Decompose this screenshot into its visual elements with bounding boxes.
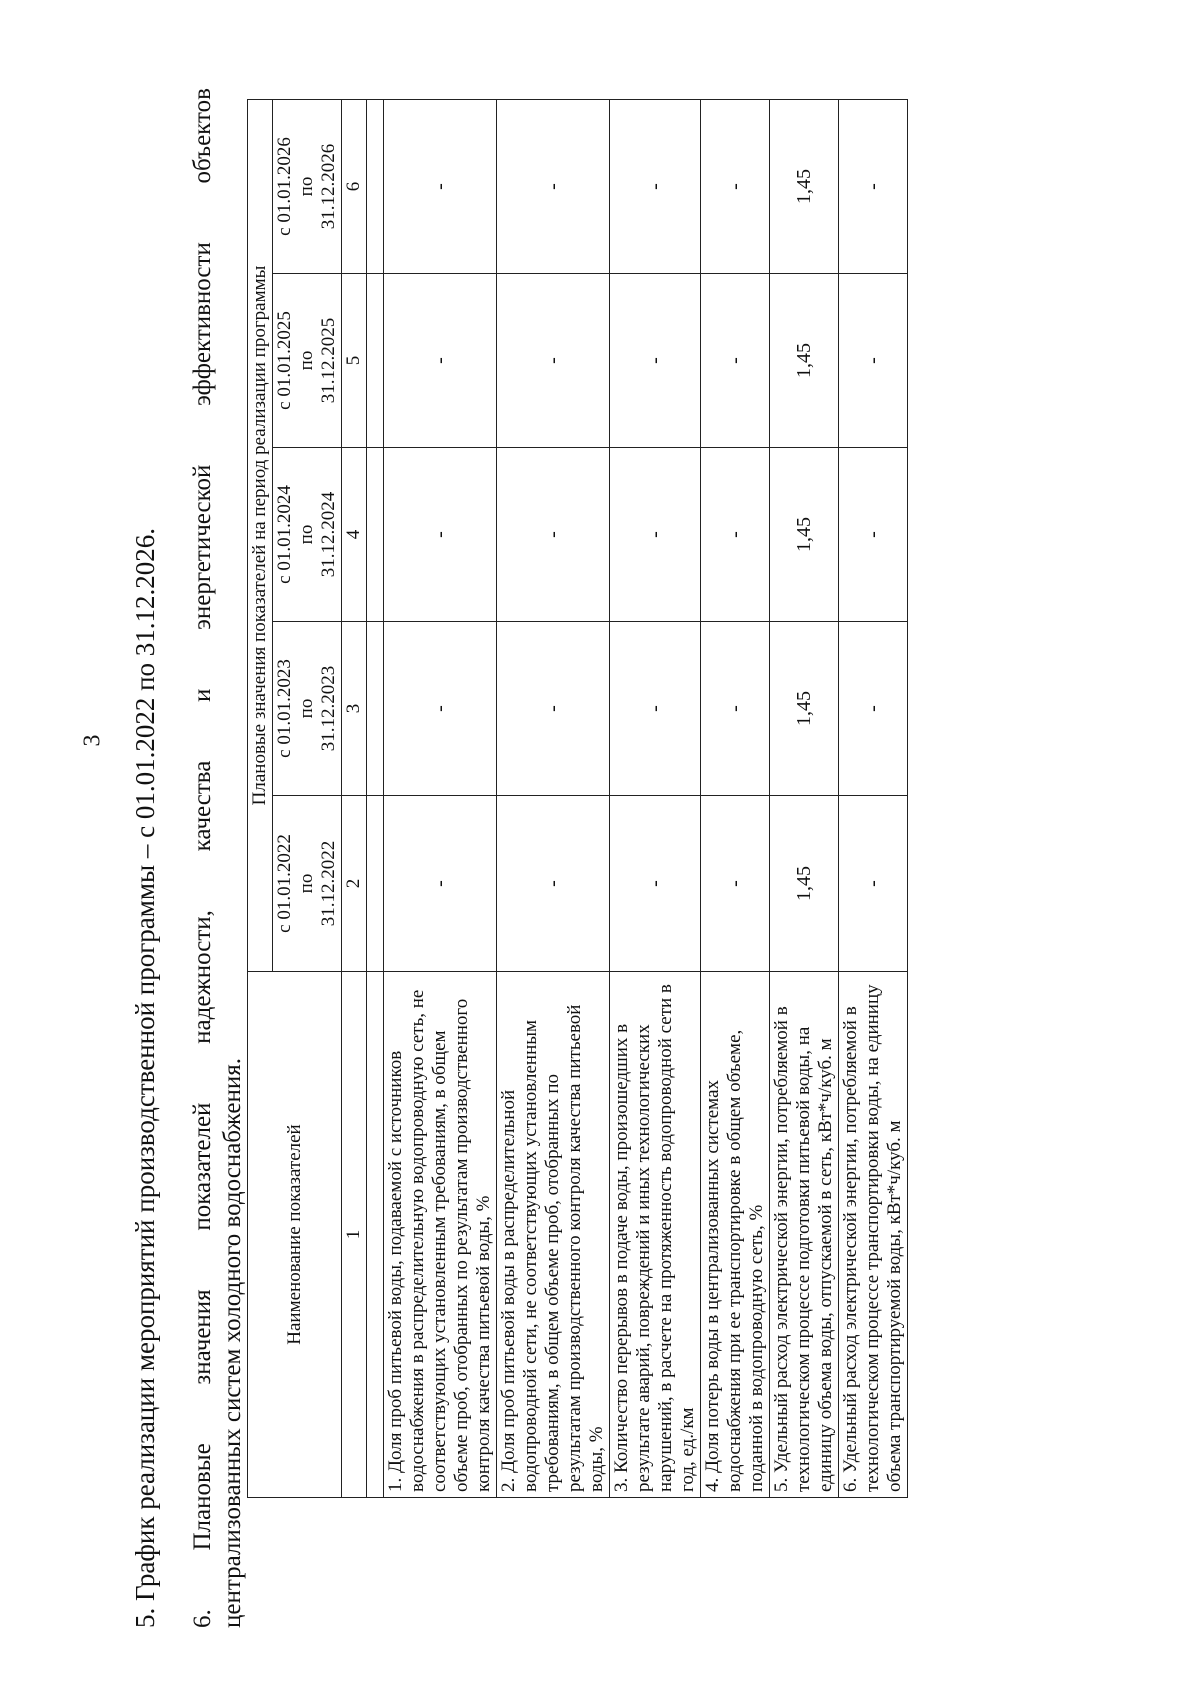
period-to: 31.12.2025 bbox=[318, 317, 339, 404]
indicator-value: - bbox=[497, 622, 610, 796]
indicator-value: - bbox=[384, 448, 497, 622]
period-to-word: по bbox=[296, 698, 317, 719]
section-6-word: энергетической bbox=[189, 464, 216, 630]
indicator-name: 1. Доля проб питьевой воды, подаваемой с источников водоснабжения в распределительную водопроводную сеть, не соответствующих установленным требованиям, в общем объеме проб, отобранных по результатам производственного контроля качества питьевой воды, % bbox=[384, 972, 497, 1498]
indicator-name: 4. Доля потерь воды в централизованных системах водоснабжения при ее транспортировке в общем объеме, поданной в водопроводную сеть, % bbox=[701, 972, 770, 1498]
header-period bbox=[273, 99, 342, 273]
section-6-word: Плановые bbox=[189, 1443, 216, 1551]
section-6-line-2: централизованных систем холодного водоснабжения. bbox=[219, 1058, 246, 1628]
column-number: 1 bbox=[342, 972, 367, 1498]
indicator-value: - bbox=[839, 274, 908, 448]
period-to: 31.12.2022 bbox=[318, 840, 339, 927]
indicator-value: - bbox=[839, 622, 908, 796]
indicator-value: - bbox=[497, 448, 610, 622]
column-number: 2 bbox=[342, 796, 367, 972]
header-period bbox=[273, 796, 342, 972]
indicator-value: - bbox=[839, 448, 908, 622]
indicator-value: - bbox=[497, 796, 610, 972]
period-to-word: по bbox=[296, 350, 317, 371]
table-row bbox=[701, 99, 770, 1497]
indicator-value: - bbox=[610, 622, 701, 796]
indicator-value: 1,45 bbox=[770, 796, 839, 972]
indicator-value: - bbox=[701, 448, 770, 622]
indicator-value: 1,45 bbox=[770, 448, 839, 622]
period-to: 31.12.2024 bbox=[318, 491, 339, 578]
indicator-value: 1,45 bbox=[770, 274, 839, 448]
table-row bbox=[610, 99, 701, 1497]
indicator-value: 1,45 bbox=[770, 622, 839, 796]
indicator-value: - bbox=[497, 274, 610, 448]
indicator-value: - bbox=[701, 274, 770, 448]
indicator-value: - bbox=[384, 274, 497, 448]
section-6-word: объектов bbox=[189, 88, 216, 184]
indicator-value: - bbox=[384, 796, 497, 972]
indicator-value: - bbox=[839, 796, 908, 972]
section-6-line-1 bbox=[188, 88, 218, 1628]
section-6-word: эффективности bbox=[189, 242, 216, 406]
indicator-name: 5. Удельный расход электрической энергии, потребляемой в технологическом процессе подготовки питьевой воды, на единицу объема воды, отпускаемой в сеть, кВт*ч/куб. м bbox=[770, 972, 839, 1498]
indicator-value: - bbox=[701, 796, 770, 972]
column-number: 3 bbox=[342, 622, 367, 796]
section-6-word: надежности, bbox=[189, 910, 216, 1044]
indicator-value: - bbox=[610, 448, 701, 622]
period-to: 31.12.2026 bbox=[318, 143, 339, 230]
section-6-word: показателей bbox=[189, 1102, 216, 1231]
period-from: с 01.01.2023 bbox=[274, 659, 295, 758]
header-planned-values: Плановые значения показателей на период реализации программы bbox=[248, 99, 273, 971]
indicator-value: - bbox=[497, 99, 610, 273]
column-number: 5 bbox=[342, 274, 367, 448]
period-from: с 01.01.2026 bbox=[274, 137, 295, 236]
header-period bbox=[273, 622, 342, 796]
period-to-word: по bbox=[296, 873, 317, 894]
indicator-value: - bbox=[610, 274, 701, 448]
indicator-value: - bbox=[839, 99, 908, 273]
section-6-word: и bbox=[189, 688, 216, 702]
section-6-word: качества bbox=[189, 760, 216, 852]
table-row bbox=[497, 99, 610, 1497]
column-number: 4 bbox=[342, 448, 367, 622]
section-6-heading bbox=[188, 88, 248, 1628]
table-header-row bbox=[248, 99, 273, 1497]
header-period bbox=[273, 274, 342, 448]
section-6-word: 6. bbox=[189, 1609, 216, 1628]
table-row bbox=[384, 99, 497, 1497]
indicator-value: - bbox=[384, 622, 497, 796]
page-number: 3 bbox=[79, 734, 106, 747]
column-number: 6 bbox=[342, 99, 367, 273]
indicator-value: 1,45 bbox=[770, 99, 839, 273]
period-from: с 01.01.2025 bbox=[274, 311, 295, 410]
table-gap-row bbox=[367, 99, 384, 1497]
indicator-name: 2. Доля проб питьевой воды в распределительной водопроводной сети, не соответствующих установленным требованиям, в общем объеме проб, отобранных по результатам производственного контроля качества питьевой воды, % bbox=[497, 972, 610, 1498]
table-column-number-row bbox=[342, 99, 367, 1497]
period-from: с 01.01.2024 bbox=[274, 485, 295, 584]
indicator-value: - bbox=[610, 796, 701, 972]
indicator-name: 6. Удельный расход электрической энергии, потребляемой в технологическом процессе транспортировки воды, на единицу объема транспортируемой воды, кВт*ч/куб. м bbox=[839, 972, 908, 1498]
period-to-word: по bbox=[296, 176, 317, 197]
indicator-name: 3. Количество перерывов в подаче воды, произошедших в результате аварий, повреждений и иных технологических нарушений, в расчете на протяженность водопроводной сети в год, ед./км bbox=[610, 972, 701, 1498]
section-5-heading: 5. График реализации мероприятий производственной программы – с 01.01.2022 по 31.12.2026. bbox=[130, 527, 160, 1628]
period-to: 31.12.2023 bbox=[318, 665, 339, 752]
indicator-value: - bbox=[701, 622, 770, 796]
indicators-table bbox=[247, 99, 908, 1498]
period-from: с 01.01.2022 bbox=[274, 834, 295, 933]
period-to-word: по bbox=[296, 524, 317, 545]
indicator-value: - bbox=[610, 99, 701, 273]
header-period bbox=[273, 448, 342, 622]
indicator-value: - bbox=[384, 99, 497, 273]
header-indicator-name: Наименование показателей bbox=[248, 972, 342, 1498]
section-6-word: значения bbox=[189, 1289, 216, 1385]
indicator-value: - bbox=[701, 99, 770, 273]
rotated-page-content bbox=[0, 60, 1200, 1700]
table-row bbox=[770, 99, 839, 1497]
table-row bbox=[839, 99, 908, 1497]
